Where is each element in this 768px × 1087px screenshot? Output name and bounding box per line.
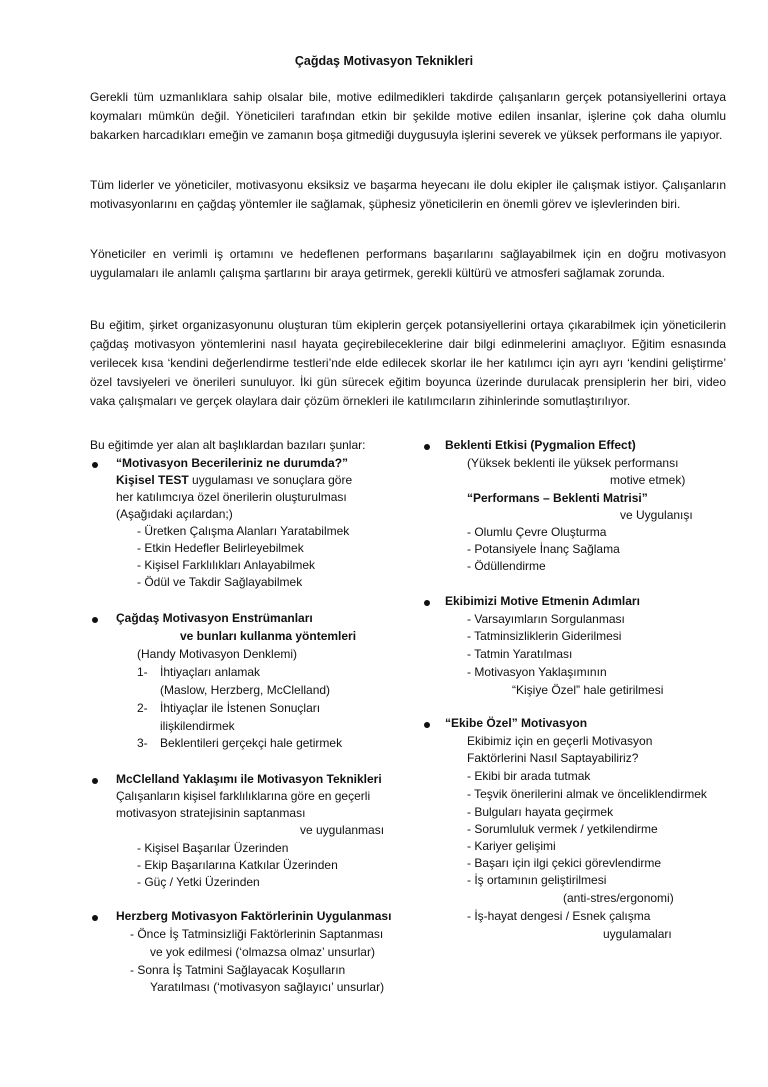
list-item: - Sorumluluk vermek / yetkilendirme bbox=[467, 822, 658, 836]
bullet-icon bbox=[424, 444, 430, 450]
list-item: - Ödüllendirme bbox=[467, 559, 546, 573]
list-item-detail: (anti-stres/ergonomi) bbox=[563, 891, 674, 905]
list-item: - Sonra İş Tatmini Sağlayacak Koşulların bbox=[130, 963, 346, 977]
section-heading-motivation-skills: “Motivasyon Becerileriniz ne durumda?” bbox=[116, 456, 349, 470]
list-number: 3- bbox=[137, 736, 148, 750]
paragraph-1: Gerekli tüm uzmanlıklara sahip olsalar bile, motive edilmedikleri takdirde çalışanların gerçek potansiyellerini ortaya koymaları mümkün değil. Yöneticileri tarafından etkin bir şekilde motive edilen insanlar, işlerine çok daha olumlu bakarken harcadıkları emeğin ve zamanın boşa gitmediği duygusuyla işlerini severek ve yüksek performans ile yapıyor. bbox=[90, 90, 726, 142]
section-heading-matrix: “Performans – Beklenti Matrisi” bbox=[467, 491, 648, 505]
section-text: ve uygulanması bbox=[300, 823, 385, 837]
list-item: - Bulguları hayata geçirmek bbox=[467, 805, 614, 819]
bullet-icon bbox=[424, 722, 430, 728]
list-item: - İş ortamının geliştirilmesi bbox=[467, 873, 607, 887]
bullet-icon bbox=[92, 915, 98, 921]
list-item: İhtiyaçları anlamak bbox=[160, 665, 261, 679]
list-item: - Teşvik önerilerini almak ve önceliklendirmek bbox=[467, 787, 707, 801]
section-text: motive etmek) bbox=[610, 473, 686, 487]
list-item: - Tatminsizliklerin Giderilmesi bbox=[467, 629, 622, 643]
list-item: - Varsayımların Sorgulanması bbox=[467, 612, 625, 626]
list-item: - Olumlu Çevre Oluşturma bbox=[467, 525, 607, 539]
list-item-detail: (Maslow, Herzberg, McClelland) bbox=[160, 683, 331, 697]
list-number: 2- bbox=[137, 701, 148, 715]
list-item: - Güç / Yetki Üzerinden bbox=[137, 875, 260, 889]
list-item: - Üretken Çalışma Alanları Yaratabilmek bbox=[137, 524, 350, 538]
section-text: her katılımcıya özel önerilerin oluşturulması bbox=[116, 490, 347, 504]
list-item: - Başarı için ilgi çekici görevlendirme bbox=[467, 856, 662, 870]
section-heading-herzberg: Herzberg Motivasyon Faktörlerinin Uygulanması bbox=[116, 909, 392, 923]
list-item: - Ödül ve Takdir Sağlayabilmek bbox=[137, 575, 303, 589]
list-item: - Önce İş Tatminsizliği Faktörlerinin Saptanması bbox=[130, 927, 384, 941]
bullet-icon bbox=[424, 600, 430, 606]
list-number: 1- bbox=[137, 665, 148, 679]
paragraph-4: Bu eğitim, şirket organizasyonunu oluşturan tüm ekiplerin gerçek potansiyellerini ortaya çıkarabilmek için yöneticilerin çağdaş motivasyon yöntemlerini nasıl hayata geçirebileceklerine dair bilgi edinmelerini amaçlıyor. Eğitim esnasında verilecek kısa ‘kendini değerlendirme testleri’nde elde edilecek skorlar ile her katılımcı için ayrı ayrı ‘kendini geliştirme’ özel tavsiyeleri ve önerileri sunuluyor. İki gün sürecek eğitim boyunca üzerinde durulacak prensiplerin her biri, video vaka çalışmaları ve gerçek olaylara dair çözüm örnekleri ile katılımcıların zihinlerinde somutlaştırılıyor. bbox=[90, 318, 726, 408]
list-item: - Motivasyon Yaklaşımının bbox=[467, 665, 607, 679]
page-title: Çağdaş Motivasyon Teknikleri bbox=[294, 54, 474, 68]
list-item: - İş-hayat dengesi / Esnek çalışma bbox=[467, 909, 651, 923]
list-item: - Ekibi bir arada tutmak bbox=[467, 769, 591, 783]
section-text: motivasyon stratejisinin saptanması bbox=[116, 806, 306, 820]
section-text: (Yüksek beklenti ile yüksek performansı bbox=[467, 456, 679, 470]
paragraph-3: Yöneticiler en verimli iş ortamını ve hedeflenen performans başarılarını sağlayabilmek için en doğru motivasyon uygulamaları ile anlamlı çalışma şartlarını bir araya getirmek, gerekli kültürü ve atmosferi sağlamak zorunda. bbox=[90, 247, 726, 280]
section-heading-pygmalion: Beklenti Etkisi (Pygmalion Effect) bbox=[445, 438, 636, 452]
section-heading-instruments: Çağdaş Motivasyon Enstrümanları bbox=[116, 611, 313, 625]
section-text: Faktörlerini Nasıl Saptayabiliriz? bbox=[467, 751, 639, 765]
section-text bbox=[116, 472, 352, 489]
list-item: - Tatmin Yaratılması bbox=[467, 647, 573, 661]
section-heading-team-steps: Ekibimizi Motive Etmenin Adımları bbox=[445, 594, 640, 608]
section-text: Çalışanların kişisel farklılıklarına göre en geçerli bbox=[116, 789, 371, 803]
list-item-detail: Yaratılması (‘motivasyon sağlayıcı’ unsurlar) bbox=[150, 980, 385, 994]
list-item: - Kariyer gelişimi bbox=[467, 839, 556, 853]
list-item: - Kişisel Başarılar Üzerinden bbox=[137, 841, 289, 855]
list-item-detail: “Kişiye Özel” hale getirilmesi bbox=[512, 683, 664, 697]
bullet-icon bbox=[92, 462, 98, 468]
bullet-icon bbox=[92, 617, 98, 623]
list-item: - Potansiyele İnanç Sağlama bbox=[467, 542, 620, 556]
list-item-detail: ve yok edilmesi (‘olmazsa olmaz’ unsurlar) bbox=[150, 945, 375, 959]
section-text: ve Uygulanışı bbox=[620, 508, 693, 522]
list-item-detail: ilişkilendirmek bbox=[160, 719, 235, 733]
list-item-detail: uygulamaları bbox=[603, 927, 672, 941]
section-heading-mcclelland: McClelland Yaklaşımı ile Motivasyon Teknikleri bbox=[116, 772, 382, 786]
section-heading-team-specific: “Ekibe Özel” Motivasyon bbox=[445, 716, 588, 730]
list-item: - Kişisel Farklılıkları Anlayabilmek bbox=[137, 558, 316, 572]
paragraph-2: Tüm liderler ve yöneticiler, motivasyonu eksiksiz ve başarma heyecanı ile dolu ekipler ile çalışmak istiyor. Çalışanların motivasyonlarını en çağdaş yöntemler ile sağlamak, şüphesiz yöneticilerin en önemli görev ve işlevlerinden biri. bbox=[90, 178, 726, 211]
section-text: (Aşağıdaki açılardan;) bbox=[116, 507, 233, 521]
list-item: - Etkin Hedefler Belirleyebilmek bbox=[137, 541, 304, 555]
section-text: (Handy Motivasyon Denklemi) bbox=[137, 647, 298, 661]
test-text: uygulaması ve sonuçlara göre bbox=[188, 473, 353, 487]
subtopics-intro: Bu eğitimde yer alan alt başlıklardan bazıları şunlar: bbox=[90, 438, 366, 452]
section-text: Ekibimiz için en geçerli Motivasyon bbox=[467, 734, 653, 748]
bullet-icon bbox=[92, 778, 98, 784]
list-item: İhtiyaçlar ile İstenen Sonuçları bbox=[160, 701, 321, 715]
list-item: - Ekip Başarılarına Katkılar Üzerinden bbox=[137, 858, 338, 872]
section-heading-continued: ve bunları kullanma yöntemleri bbox=[180, 629, 357, 643]
list-item: Beklentileri gerçekçi hale getirmek bbox=[160, 736, 343, 750]
test-label: Kişisel TEST bbox=[116, 473, 189, 487]
